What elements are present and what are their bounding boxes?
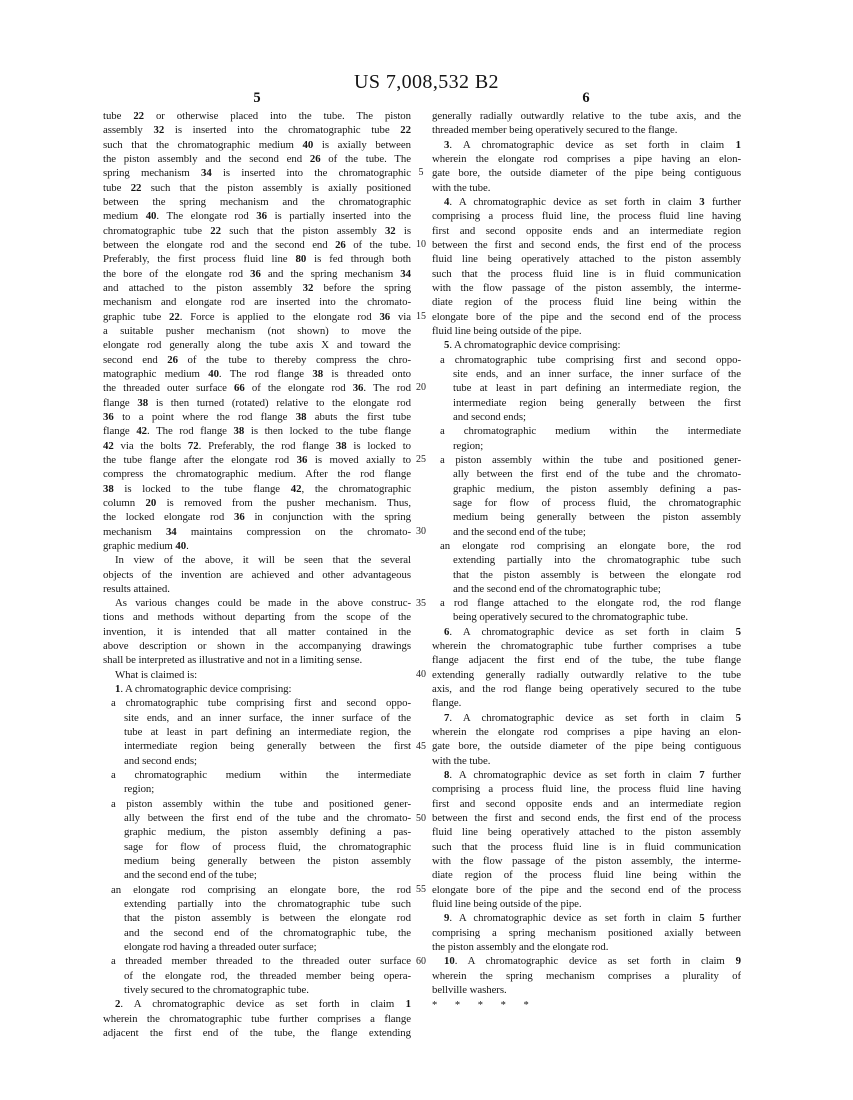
- text-line: region;: [453, 439, 484, 452]
- text-line: flange 42. The rod flange 38 is then locked to the tube flange: [103, 425, 411, 438]
- text-line: a chromatographic medium within the intermediate: [440, 425, 741, 438]
- text-line: extending partially into the chromatographic tube such: [453, 554, 741, 567]
- text-line: graphic medium, the piston assembly defining a pas-: [453, 482, 741, 495]
- text-line: elongate rod having a threaded outer surface;: [124, 941, 317, 954]
- text-line: elongate bore of the pipe and the second end of the process: [432, 310, 741, 323]
- text-line: a suitable pusher mechanism (not shown) to move the: [103, 324, 411, 337]
- text-line: assembly 32 is inserted into the chromatographic tube 22: [103, 124, 411, 137]
- column-number-right: 6: [582, 90, 590, 106]
- text-line: between the first and second ends, the first end of the process: [432, 238, 741, 251]
- text-line: a chromatographic tube comprising first and second oppo-: [111, 697, 411, 710]
- text-line: diate region of the process fluid line being within the: [432, 869, 741, 882]
- text-line: intermediate region being generally between the first: [124, 740, 411, 753]
- text-line: tions and methods without departing from the scope of the: [103, 611, 411, 624]
- text-line: and second ends;: [453, 410, 526, 423]
- end-of-claims-marker: * * * * *: [432, 1000, 529, 1012]
- text-line: mechanism and elongate rod are inserted into the chromato-: [103, 296, 411, 309]
- line-number: 10: [416, 239, 426, 251]
- text-line: and the second end of the tube;: [453, 525, 586, 538]
- text-line: first and second opposite ends and an intermediate region: [432, 224, 741, 237]
- text-line: elongate bore of the pipe and the second end of the process: [432, 883, 741, 896]
- text-line: comprising a process fluid line, the process fluid line having: [432, 210, 741, 223]
- text-line: the bore of the elongate rod 36 and the spring mechanism 34: [103, 267, 411, 280]
- text-line: wherein the elongate rod comprises a pipe having an elon-: [432, 152, 741, 165]
- line-number: 35: [416, 597, 426, 609]
- text-line: gate bore, the outside diameter of the pipe being contiguous: [432, 740, 741, 753]
- line-number: 20: [416, 382, 426, 394]
- text-line: adjacent the first end of the tube, the flange extending: [103, 1027, 411, 1039]
- column-number-left: 5: [253, 90, 261, 106]
- text-line: generally radially outwardly relative to the tube axis, and the: [432, 110, 741, 122]
- text-line: with the tube.: [432, 754, 491, 767]
- text-line: 38 is locked to the tube flange 42, the chromatographic: [103, 482, 411, 495]
- line-number: 50: [416, 812, 426, 824]
- text-line: tube 22 or otherwise placed into the tube. The piston: [103, 110, 411, 122]
- text-line: medium 40. The elongate rod 36 is partially inserted into the: [103, 210, 411, 223]
- text-line: threaded member being operatively secured to the flange.: [432, 124, 678, 137]
- text-line: 42 via the bolts 72. Preferably, the rod flange 38 is locked to: [103, 439, 411, 452]
- line-number: 55: [416, 884, 426, 896]
- text-line: the threaded outer surface 66 of the elongate rod 36. The rod: [103, 382, 411, 395]
- line-number: 40: [416, 669, 426, 681]
- text-line: fluid line being outside of the pipe.: [432, 324, 582, 337]
- text-line: flange.: [432, 697, 462, 710]
- text-line: and the second end of the tube;: [124, 869, 257, 882]
- line-number: 30: [416, 525, 426, 537]
- patent-number-header: US 7,008,532 B2: [354, 71, 499, 93]
- text-line: In view of the above, it will be seen that the several: [115, 554, 411, 567]
- text-line: a chromatographic medium within the intermediate: [111, 769, 411, 782]
- text-line: 9. A chromatographic device as set forth in claim 5 further: [444, 912, 741, 925]
- text-line: and the second end of the chromatographic tube, the: [124, 926, 411, 939]
- line-number: 25: [416, 454, 426, 466]
- text-line: 1. A chromatographic device comprising:: [115, 683, 292, 696]
- line-number: 60: [416, 956, 426, 968]
- text-line: the piston assembly and the second end 26 of the tube. The: [103, 152, 411, 165]
- text-line: extending generally radially outwardly relative to the tube: [432, 668, 741, 681]
- text-line: What is claimed is:: [115, 668, 198, 681]
- text-line: an elongate rod comprising an elongate bore, the rod: [440, 539, 741, 552]
- text-line: region;: [124, 783, 155, 796]
- text-line: site ends, and an inner surface, the inner surface of the: [453, 367, 741, 380]
- text-line: 6. A chromatographic device as set forth in claim 5: [444, 625, 741, 638]
- text-line: results attained.: [103, 582, 170, 595]
- text-line: chromatographic tube 22 such that the piston assembly 32 is: [103, 224, 411, 237]
- text-line: 3. A chromatographic device as set forth in claim 1: [444, 138, 741, 151]
- text-line: intermediate region being generally between the first: [453, 396, 741, 409]
- text-line: 5. A chromatographic device comprising:: [444, 339, 621, 352]
- text-line: second end 26 of the tube to thereby compress the chro-: [103, 353, 411, 366]
- text-line: compress the chromatographic medium. After the rod flange: [103, 468, 411, 481]
- text-line: being operatively secured to the chromatographic tube.: [453, 611, 689, 624]
- text-line: a chromatographic tube comprising first and second oppo-: [440, 353, 741, 366]
- text-line: Preferably, the first process fluid line 80 is fed through both: [103, 253, 411, 266]
- text-line: that the piston assembly is between the elongate rod: [453, 568, 741, 581]
- text-line: sage for flow of process fluid, the chromatographic: [124, 840, 411, 853]
- text-line: shall be interpreted as illustrative and not in a limiting sense.: [103, 654, 363, 667]
- text-line: between the elongate rod and the second end 26 of the tube.: [103, 238, 411, 251]
- text-line: objects of the invention are achieved and other advantageous: [103, 568, 411, 581]
- text-line: such that the chromatographic medium 40 is axially between: [103, 138, 411, 151]
- text-line: such that the process fluid line is in fluid communication: [432, 840, 741, 853]
- text-line: extending partially into the chromatographic tube such: [124, 898, 411, 911]
- line-number: 15: [416, 310, 426, 322]
- text-line: wherein the chromatographic tube further comprises a tube: [432, 640, 741, 653]
- text-line: and the second end of the chromatographic tube;: [453, 582, 661, 595]
- text-line: 8. A chromatographic device as set forth in claim 7 further: [444, 769, 741, 782]
- text-line: 36 to a point where the rod flange 38 abuts the first tube: [103, 410, 411, 423]
- text-line: flange adjacent the first end of the tube, the tube flange: [432, 654, 741, 667]
- text-line: medium being generally between the piston assembly: [124, 855, 411, 868]
- text-line: between the spring mechanism and the chromatographic: [103, 195, 411, 208]
- left-text-column: [103, 109, 411, 1040]
- text-line: and second ends;: [124, 754, 197, 767]
- text-line: a rod flange attached to the elongate rod, the rod flange: [440, 597, 741, 610]
- text-line: 2. A chromatographic device as set forth in claim 1: [115, 998, 411, 1011]
- text-line: tively secured to the chromatographic tube.: [124, 984, 309, 997]
- text-line: fluid line being operatively attached to the piston assembly: [432, 253, 741, 266]
- text-line: wherein the chromatographic tube further comprises a flange: [103, 1012, 411, 1025]
- text-line: tube at least in part defining an intermediate region, the: [453, 382, 741, 395]
- text-line: comprising a process fluid line, the process fluid line having: [432, 783, 741, 796]
- text-line: an elongate rod comprising an elongate bore, the rod: [111, 883, 411, 896]
- text-line: the piston assembly and the elongate rod.: [432, 941, 609, 954]
- text-line: that the piston assembly is between the elongate rod: [124, 912, 411, 925]
- text-line: sage for flow of process fluid, the chromatographic: [453, 496, 741, 509]
- text-line: 10. A chromatographic device as set forth in claim 9: [444, 955, 741, 968]
- text-line: fluid line being operatively attached to the piston assembly: [432, 826, 741, 839]
- text-line: flange 38 is then turned (rotated) relative to the elongate rod: [103, 396, 411, 409]
- text-line: elongate rod generally along the tube axis X and toward the: [103, 339, 411, 352]
- text-line: a piston assembly within the tube and positioned gener-: [440, 453, 741, 466]
- text-line: diate region of the process fluid line being within the: [432, 296, 741, 309]
- text-line: As various changes could be made in the above construc-: [115, 597, 411, 610]
- text-line: and attached to the piston assembly 32 before the spring: [103, 281, 411, 294]
- text-line: mechanism 34 maintains compression on the chromato-: [103, 525, 411, 538]
- text-line: a piston assembly within the tube and positioned gener-: [111, 797, 411, 810]
- text-line: tube at least in part defining an intermediate region, the: [124, 726, 411, 739]
- text-line: axis, and the rod flange being operatively secured to the tube: [432, 683, 741, 696]
- text-line: tube 22 such that the piston assembly is axially positioned: [103, 181, 411, 194]
- text-line: between the first and second ends, the first end of the process: [432, 812, 741, 825]
- text-line: a threaded member threaded to the threaded outer surface: [111, 955, 411, 968]
- text-line: with the flow passage of the piston assembly, the interme-: [432, 281, 741, 294]
- text-line: above description or shown in the accompanying drawings: [103, 640, 411, 653]
- text-line: site ends, and an inner surface, the inner surface of the: [124, 711, 411, 724]
- text-line: 7. A chromatographic device as set forth in claim 5: [444, 711, 741, 724]
- text-line: with the flow passage of the piston assembly, the interme-: [432, 855, 741, 868]
- text-line: of the elongate rod, the threaded member being opera-: [124, 969, 411, 982]
- text-line: such that the process fluid line is in fluid communication: [432, 267, 741, 280]
- text-line: matographic medium 40. The rod flange 38 is threaded onto: [103, 367, 411, 380]
- line-number: 5: [418, 167, 424, 179]
- text-line: spring mechanism 34 is inserted into the chromatographic: [103, 167, 411, 180]
- right-text-column: [432, 109, 741, 1014]
- text-line: comprising a spring mechanism positioned axially between: [432, 926, 741, 939]
- text-line: graphic medium 40.: [103, 539, 189, 552]
- text-line: ally between the first end of the tube and the chromato-: [453, 468, 741, 481]
- text-line: ally between the first end of the tube and the chromato-: [124, 812, 411, 825]
- text-line: graphic medium, the piston assembly defining a pas-: [124, 826, 411, 839]
- text-line: with the tube.: [432, 181, 491, 194]
- text-line: column 20 is removed from the pusher mechanism. Thus,: [103, 496, 411, 509]
- text-line: the tube flange after the elongate rod 36 is moved axially to: [103, 453, 411, 466]
- text-line: invention, it is intended that all matter contained in the: [103, 625, 411, 638]
- text-line: 4. A chromatographic device as set forth in claim 3 further: [444, 195, 741, 208]
- text-line: fluid line being outside of the pipe.: [432, 898, 582, 911]
- text-line: medium being generally between the piston assembly: [453, 511, 741, 524]
- text-line: first and second opposite ends and an intermediate region: [432, 797, 741, 810]
- text-line: bellville washers.: [432, 984, 507, 997]
- text-line: wherein the elongate rod comprises a pipe having an elon-: [432, 726, 741, 739]
- text-line: gate bore, the outside diameter of the pipe being contiguous: [432, 167, 741, 180]
- text-line: graphic tube 22. Force is applied to the elongate rod 36 via: [103, 310, 411, 323]
- text-line: wherein the spring mechanism comprises a plurality of: [432, 969, 741, 982]
- line-number: 45: [416, 740, 426, 752]
- text-line: the locked elongate rod 36 in conjunction with the spring: [103, 511, 411, 524]
